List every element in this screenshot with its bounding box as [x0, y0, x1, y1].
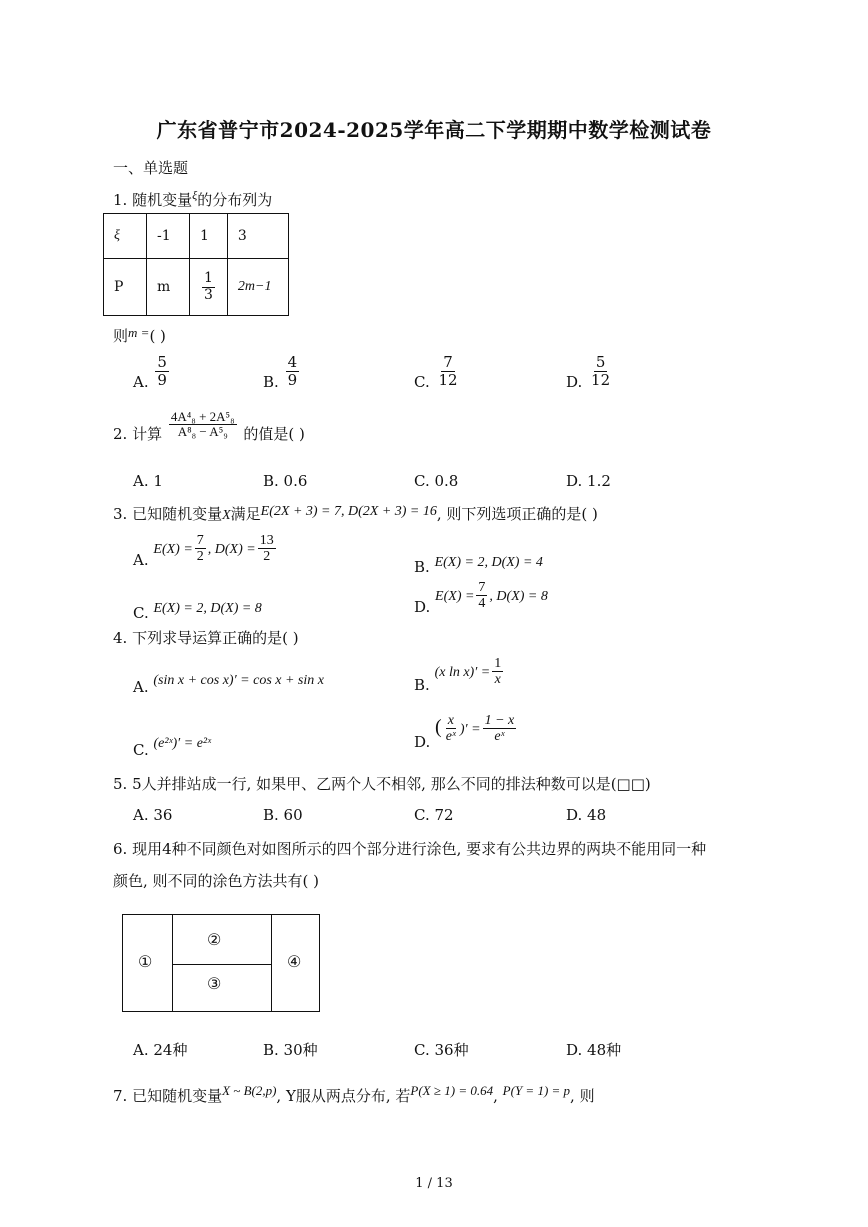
fraction-denominator: 9	[157, 370, 167, 389]
option-label: A.	[133, 678, 149, 696]
q1-xi: ξ	[192, 188, 198, 202]
option-label: C.	[414, 373, 430, 391]
distribution-table	[103, 213, 289, 316]
q3-stem-c: , 则下列选项正确的是( )	[436, 505, 598, 523]
q3-a-pre: E(X) =	[153, 541, 193, 557]
question-5-stem: 5. 5人并排站成一行, 如果甲、乙两个人不相邻, 那么不同的排法种数可以是(□□)	[113, 775, 651, 793]
region-label-4: ④	[287, 952, 302, 971]
question-6-stem-line2: 颜色, 则不同的涂色方法共有( )	[113, 872, 320, 890]
q4-b-pre: (x ln x)′ =	[434, 664, 491, 680]
q1-stem-a: 1. 随机变量	[113, 191, 193, 209]
q3-b-expr: E(X) = 2, D(X) = 4	[434, 555, 543, 570]
question-1-stem	[113, 188, 272, 210]
q7-cond1: P(X ≥ 1) = 0.64	[410, 1083, 494, 1098]
fraction-denominator: x	[494, 672, 501, 688]
q3-stem-a: 3. 已知随机变量	[113, 505, 223, 523]
q3-condition: E(2X + 3) = 7, D(2X + 3) = 16	[260, 504, 437, 519]
page-number: 1 / 13	[415, 1176, 453, 1191]
q1-option-c	[414, 354, 462, 391]
q7-dist: X ~ B(2,p)	[222, 1083, 277, 1098]
q2-stem-a: 2. 计算	[113, 424, 163, 443]
figure-divider	[172, 964, 271, 965]
q7-stem-c: , 则	[570, 1087, 595, 1105]
option-label: C.	[133, 604, 149, 622]
q1-stem-b: 的分布列为	[197, 191, 273, 209]
q1-ask	[113, 325, 166, 346]
q3-option-b	[414, 552, 543, 576]
fraction-denominator: 2	[196, 549, 204, 565]
fraction	[492, 656, 503, 688]
q7-stem-a: 7. 已知随机变量	[113, 1087, 223, 1105]
fraction-numerator: 7	[443, 353, 453, 371]
fraction-numerator: 7	[478, 580, 486, 595]
fraction	[286, 354, 300, 388]
question-2-stem	[113, 410, 305, 444]
fraction-denominator: A⁸₈ − A⁵₉	[177, 424, 228, 440]
figure-divider	[172, 915, 173, 1011]
fraction	[589, 354, 612, 388]
q1-ask-text: 则	[113, 327, 129, 345]
q4-option-c	[133, 733, 211, 759]
question-6-stem-line1: 6. 现用4种不同颜色对如图所示的四个部分进行涂色, 要求有公共边界的两块不能用同一种	[113, 840, 707, 858]
fraction	[195, 533, 206, 565]
figure-divider	[271, 915, 272, 1011]
fraction-numerator: 4	[287, 353, 298, 371]
q4-option-b	[414, 656, 505, 694]
q3-stem-b: 满足	[230, 505, 261, 523]
q3-option-d	[414, 580, 548, 616]
q3-d-pre: E(X) =	[435, 588, 475, 604]
q3-option-c	[133, 598, 262, 622]
fraction	[202, 271, 215, 303]
q7-stem-b: , Y服从两点分布, 若	[276, 1087, 411, 1105]
option-label: D.	[414, 597, 431, 616]
q2-option-a: A. 1	[133, 472, 163, 490]
fraction	[476, 580, 487, 612]
fraction-denominator: 9	[287, 370, 298, 389]
table-cell	[190, 259, 228, 316]
fraction-numerator: 5	[595, 353, 606, 371]
fraction-denominator: eˣ	[494, 729, 505, 745]
q7-cond2: P(Y = 1) = p	[502, 1083, 571, 1098]
fraction-denominator: 12	[591, 370, 611, 389]
q3-option-a	[133, 533, 278, 569]
coloring-figure	[122, 914, 320, 1012]
fraction-numerator: 1	[204, 270, 213, 287]
fraction-numerator: 1 − x	[484, 713, 515, 728]
fraction-numerator: 7	[196, 533, 204, 548]
question-7-stem	[113, 1083, 595, 1106]
q1-option-b	[263, 354, 301, 391]
q3-c-expr: E(X) = 2, D(X) = 8	[153, 601, 262, 616]
fraction-numerator: 4A⁴₈ + 2A⁵₈	[170, 409, 235, 424]
fraction-denominator: 2	[263, 549, 271, 565]
fraction-numerator: 5	[157, 353, 167, 371]
q1-option-a	[133, 354, 171, 391]
q6-option-b: B. 30种	[263, 1041, 318, 1059]
q4-c-expr: (e²ˣ)′ = e²ˣ	[153, 736, 212, 751]
q7-comma: ,	[493, 1087, 498, 1105]
fraction-denominator: 3	[204, 286, 213, 303]
q2-fraction	[169, 410, 237, 440]
fraction	[258, 533, 276, 565]
fraction-numerator: 13	[259, 533, 274, 548]
q5-option-b: B. 60	[263, 806, 303, 824]
fraction	[444, 713, 458, 745]
region-label-3: ③	[207, 974, 222, 993]
table-cell: 1	[190, 214, 228, 259]
q3-var: X	[222, 508, 231, 523]
table-cell: P	[104, 259, 147, 316]
option-label: A.	[133, 550, 149, 569]
q2-option-d: D. 1.2	[566, 472, 611, 490]
q6-option-c: C. 36种	[414, 1041, 469, 1059]
question-3-stem	[113, 503, 598, 524]
q2-option-c: C. 0.8	[414, 472, 459, 490]
fraction	[483, 713, 517, 745]
q1-ask-paren: ( )	[149, 327, 166, 345]
option-label: C.	[133, 741, 149, 759]
q4-d-eq: )′ =	[459, 721, 481, 737]
option-label: D.	[566, 373, 583, 391]
q5-option-d: D. 48	[566, 806, 607, 824]
section-heading: 一、单选题	[113, 159, 189, 177]
fraction-numerator: 1	[494, 656, 502, 671]
q1-option-d	[566, 354, 614, 391]
q2-stem-b: 的值是( )	[243, 424, 305, 443]
table-cell: 3	[227, 214, 288, 259]
fraction	[155, 354, 169, 388]
table-cell: -1	[147, 214, 190, 259]
q2-option-b: B. 0.6	[263, 472, 308, 490]
option-label: B.	[414, 558, 430, 576]
option-label: D.	[414, 732, 431, 751]
paren-open: (	[435, 715, 442, 738]
q3-d-post: , D(X) = 8	[489, 588, 548, 604]
fraction-denominator: eˣ	[445, 729, 456, 745]
q5-option-a: A. 36	[133, 806, 173, 824]
q4-option-d	[414, 713, 518, 751]
fraction-denominator: 4	[478, 596, 486, 612]
q1-ask-math: m =	[128, 325, 150, 340]
table-cell: ξ	[104, 214, 147, 259]
q6-option-a: A. 24种	[133, 1041, 188, 1059]
q3-a-mid: , D(X) =	[207, 541, 256, 557]
option-label: A.	[133, 373, 149, 391]
table-cell: 2m−1	[227, 259, 288, 316]
region-label-1: ①	[138, 952, 153, 971]
option-label: B.	[414, 675, 430, 694]
q6-option-d: D. 48种	[566, 1041, 622, 1059]
page-title: 广东省普宁市2024-2025学年高二下学期期中数学检测试卷	[156, 118, 712, 142]
fraction-denominator: 12	[438, 370, 458, 389]
region-label-2: ②	[207, 930, 222, 949]
q4-option-a	[133, 670, 324, 696]
fraction	[437, 354, 460, 388]
table-cell: m	[147, 259, 190, 316]
option-label: B.	[263, 373, 279, 391]
q5-option-c: C. 72	[414, 806, 454, 824]
question-4-stem: 4. 下列求导运算正确的是( )	[113, 629, 299, 647]
fraction-numerator: x	[447, 713, 454, 728]
q4-a-expr: (sin x + cos x)′ = cos x + sin x	[153, 673, 324, 688]
